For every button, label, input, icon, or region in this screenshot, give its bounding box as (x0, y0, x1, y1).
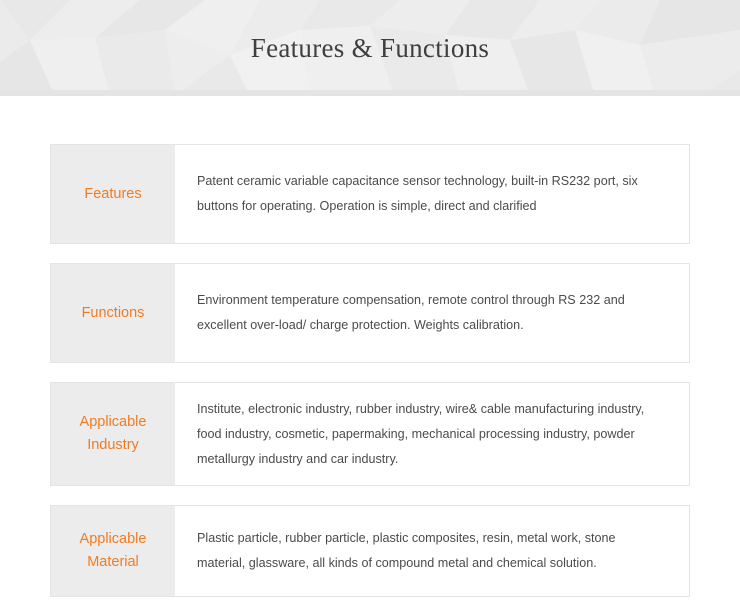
row-label-functions: Functions (51, 264, 175, 362)
table-row (50, 263, 690, 363)
page-title: Features & Functions (250, 32, 490, 63)
row-label-applicable-industry: Applicable Industry (51, 383, 175, 485)
row-text: Institute, electronic industry, rubber industry, wire& cable manufacturing industry, food industry, cosmetic, papermaking, mechanical processing industry, powder metallurgy industry and car industry. (197, 401, 645, 466)
row-body-functions (175, 264, 689, 362)
table-row (50, 505, 690, 597)
row-text: Patent ceramic variable capacitance sensor technology, built-in RS232 port, six buttons for operating. Operation is simple, direct and clarified (197, 174, 638, 213)
row-label-features: Features (51, 145, 175, 243)
row-text: Environment temperature compensation, remote control through RS 232 and excellent over-load/ charge protection. Weights calibration. (197, 293, 625, 332)
row-body-applicable-material (175, 506, 689, 596)
table-row (50, 144, 690, 244)
row-text: Plastic particle, rubber particle, plastic composites, resin, metal work, stone material, glassware, all kinds of compound metal and chemical solution. (197, 531, 616, 570)
row-body-features (175, 145, 689, 243)
row-label-applicable-material: Applicable Material (51, 506, 175, 596)
header-banner (0, 0, 740, 96)
features-table (0, 96, 740, 597)
row-body-applicable-industry (175, 383, 689, 485)
table-row (50, 382, 690, 486)
